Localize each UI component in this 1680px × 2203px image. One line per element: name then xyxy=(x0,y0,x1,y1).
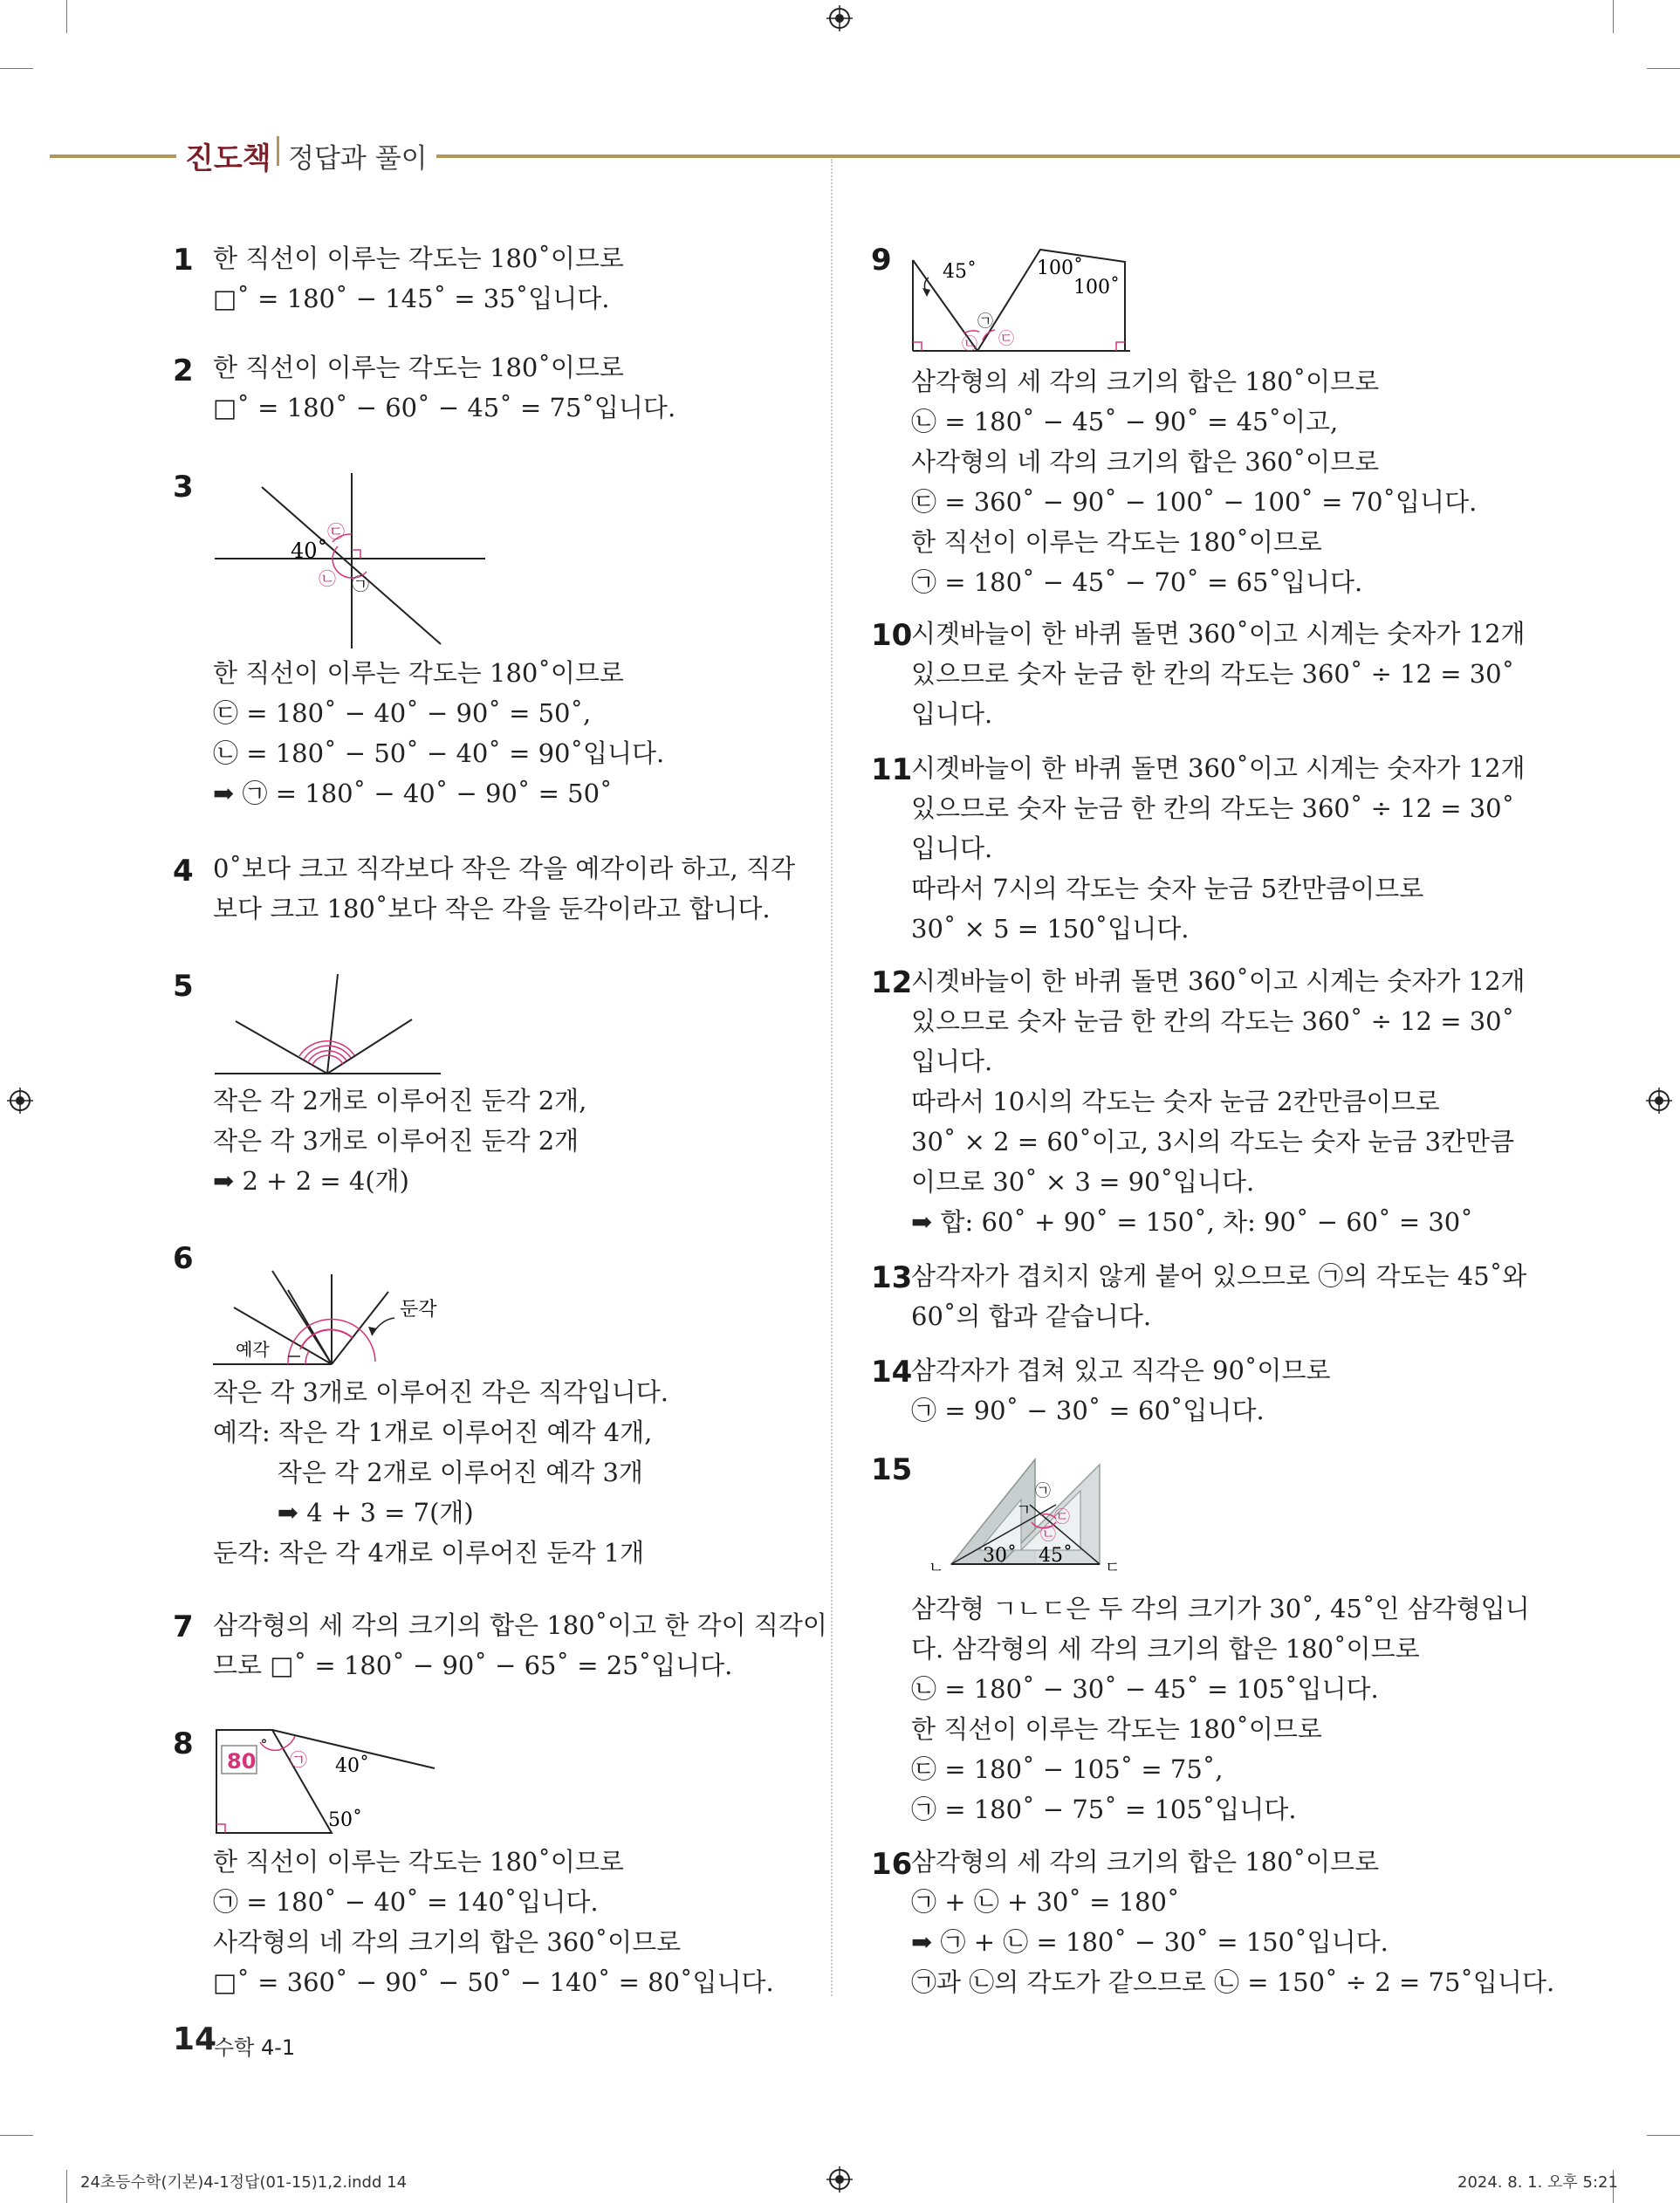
problem-number: 7 xyxy=(173,1609,194,1644)
crop-line xyxy=(1647,2135,1680,2136)
page-number: 14 xyxy=(173,2021,217,2057)
marker-a: ㉠ xyxy=(352,573,369,594)
marker-c: ㉢ xyxy=(327,521,345,542)
problem-number: 8 xyxy=(173,1726,194,1761)
acute-label: 예각 xyxy=(236,1339,270,1360)
problem-number: 12 xyxy=(871,965,913,1000)
answer-text: 한 직선이 이루는 각도는 180˚이므로 □˚ = 180˚ − 145˚ = 35˚입니다. xyxy=(213,244,624,313)
answer-text: 삼각자가 겹치지 않게 붙어 있으므로 ㉠의 각도는 45˚와 60˚의 합과 같습니다. xyxy=(911,1261,1527,1331)
figure-6-acute-obtuse xyxy=(209,1239,471,1370)
vertex-d: ㄷ xyxy=(1105,1559,1121,1575)
answer-text: 작은 각 2개로 이루어진 둔각 2개, 작은 각 3개로 이루어진 둔각 2개 ➡ 2 + 2 = 4(개) xyxy=(213,1086,587,1196)
registration-mark-icon xyxy=(826,5,853,31)
problem-number: 15 xyxy=(871,1452,913,1487)
marker-b: ㉡ xyxy=(962,335,977,353)
angle-40: 40˚ xyxy=(335,1755,369,1777)
problem-number: 9 xyxy=(871,243,892,278)
marker-a: ㉠ xyxy=(1035,1482,1051,1500)
answer-text: 시곗바늘이 한 바퀴 돌면 360˚이고 시계는 숫자가 12개 있으므로 숫자 눈금 한 칸의 각도는 360˚ ÷ 12 = 30˚ 입니다. xyxy=(911,619,1526,729)
figure-15-set-squares xyxy=(925,1452,1126,1575)
answer-text: 삼각자가 겹쳐 있고 직각은 90˚이므로 ㉠ = 90˚ − 30˚ = 60˚입니다. xyxy=(911,1355,1331,1425)
crop-line xyxy=(66,0,67,33)
registration-mark-icon xyxy=(7,1088,33,1114)
answer-text: 시곗바늘이 한 바퀴 돌면 360˚이고 시계는 숫자가 12개 있으므로 숫자 눈금 한 칸의 각도는 360˚ ÷ 12 = 30˚ 입니다. 따라서 7시의 각도는 숫자 눈금 5칸만큼이므로 30˚ × 5 = 150˚입니다. xyxy=(911,753,1526,944)
vertex-g: ㄱ xyxy=(1016,1501,1032,1520)
angle-45: 45˚ xyxy=(1039,1545,1073,1567)
figure-5-fan-angles xyxy=(209,969,454,1078)
column-divider xyxy=(831,159,833,1996)
angle-100-a: 100˚ xyxy=(1037,257,1083,279)
answer-text: 0˚보다 크고 직각보다 작은 각을 예각이라 하고, 직각 보다 크고 180˚보다 작은 각을 둔각이라고 합니다. xyxy=(213,854,795,923)
problem-number: 6 xyxy=(173,1241,194,1276)
figure-9-triangle-quad xyxy=(908,243,1135,356)
answer-text: 작은 각 3개로 이루어진 각은 직각입니다. 예각: 작은 각 1개로 이루어진 예각 4개, 작은 각 2개로 이루어진 예각 3개 ➡ 4 + 3 = 7(개) 둔각: 작은 각 4개로 이루어진 둔각 1개 xyxy=(213,1377,669,1568)
answer-80: 80 xyxy=(227,1749,257,1774)
header-subtitle: 정답과 풀이 xyxy=(288,143,428,175)
header-rule-right xyxy=(436,154,1680,158)
marker-a: ㉠ xyxy=(290,1749,307,1770)
marker-c: ㉢ xyxy=(1054,1508,1070,1527)
angle-label: 40˚ xyxy=(291,539,328,563)
angle-30: 30˚ xyxy=(983,1545,1017,1567)
registration-mark-icon xyxy=(1646,1088,1672,1114)
crop-line xyxy=(0,68,33,69)
answer-text: 한 직선이 이루는 각도는 180˚이므로 □˚ = 180˚ − 60˚ − 45˚ = 75˚입니다. xyxy=(213,353,676,422)
crop-line xyxy=(66,2170,67,2203)
problem-number: 5 xyxy=(173,969,194,1004)
problem-number: 10 xyxy=(871,618,913,653)
angle-45: 45˚ xyxy=(943,261,977,283)
problem-number: 4 xyxy=(173,854,194,889)
marker-a: ㉠ xyxy=(977,312,993,331)
obtuse-label: 둔각 xyxy=(400,1299,437,1321)
header-rule-left xyxy=(50,154,176,158)
degree-mark: ˚ xyxy=(260,1739,268,1757)
registration-mark-icon xyxy=(826,2166,853,2193)
problem-number: 2 xyxy=(173,353,194,388)
angle-100-b: 100˚ xyxy=(1073,277,1120,299)
crop-line xyxy=(1613,0,1614,33)
figure-8-quadrilateral xyxy=(209,1726,445,1838)
problem-number: 1 xyxy=(173,243,194,278)
problem-number: 14 xyxy=(871,1355,913,1390)
answer-text: 삼각형 ㄱㄴㄷ은 두 각의 크기가 30˚, 45˚인 삼각형입니 다. 삼각형의 세 각의 크기의 합은 180˚이므로 ㉡ = 180˚ − 30˚ − 45˚ = 105˚입니다. 한 직선이 이루는 각도는 180˚이므로 ㉢ = 180˚ − 105˚ = 75˚, ㉠ = 180˚ − 75˚ = 105˚입니다. xyxy=(911,1594,1530,1824)
problem-number: 13 xyxy=(871,1260,913,1295)
problem-number: 3 xyxy=(173,470,194,504)
problem-number: 11 xyxy=(871,752,913,787)
marker-b: ㉡ xyxy=(1040,1526,1056,1544)
slug-left: 24초등수학(기본)4-1정답(01-15)1,2.indd 14 xyxy=(80,2173,408,2192)
slug-right: 2024. 8. 1. 오후 5:21 xyxy=(1457,2173,1618,2192)
header-title: 진도책 xyxy=(185,141,271,176)
marker-b: ㉡ xyxy=(319,568,336,589)
marker-c: ㉢ xyxy=(998,330,1014,348)
crop-line xyxy=(0,2135,33,2136)
answer-text: 삼각형의 세 각의 크기의 합은 180˚이므로 ㉡ = 180˚ − 45˚ − 90˚ = 45˚이고, 사각형의 네 각의 크기의 합은 360˚이므로 ㉢ = 360˚ − 90˚ − 100˚ − 100˚ = 70˚입니다. 한 직선이 이루는 각도는 180˚이므로 ㉠ = 180˚ − 45˚ − 70˚ = 65˚입니다. xyxy=(911,367,1478,597)
header-separator xyxy=(277,136,279,166)
problem-number: 16 xyxy=(871,1847,913,1882)
angle-50: 50˚ xyxy=(328,1809,362,1831)
vertex-n: ㄴ xyxy=(929,1559,944,1575)
answer-text: 삼각형의 세 각의 크기의 합은 180˚이고 한 각이 직각이 므로 □˚ = 180˚ − 90˚ − 65˚ = 25˚입니다. xyxy=(213,1610,827,1680)
answer-text: 시곗바늘이 한 바퀴 돌면 360˚이고 시계는 숫자가 12개 있으므로 숫자 눈금 한 칸의 각도는 360˚ ÷ 12 = 30˚ 입니다. 따라서 10시의 각도는 숫자 눈금 2칸만큼이므로 30˚ × 2 = 60˚이고, 3시의 각도는 숫자 눈금 3칸만큼 이므로 30˚ × 3 = 90˚입니다. ➡ 합: 60˚ + 90˚ = 150˚, 차: 90˚ − 60˚ = 30˚ xyxy=(911,966,1526,1237)
subject-label: 수학 4-1 xyxy=(214,2035,296,2060)
figure-3-intersecting-lines xyxy=(209,470,497,653)
answer-text: 한 직선이 이루는 각도는 180˚이므로 ㉢ = 180˚ − 40˚ − 90˚ = 50˚, ㉡ = 180˚ − 50˚ − 40˚ = 90˚입니다. ➡ ㉠ = 180˚ − 40˚ − 90˚ = 50˚ xyxy=(213,658,665,808)
answer-text: 삼각형의 세 각의 크기의 합은 180˚이므로 ㉠ + ㉡ + 30˚ = 180˚ ➡ ㉠ + ㉡ = 180˚ − 30˚ = 150˚입니다. ㉠과 ㉡의 각도가 같으므로 ㉡ = 150˚ ÷ 2 = 75˚입니다. xyxy=(911,1847,1555,1997)
crop-line xyxy=(1647,68,1680,69)
answer-text: 한 직선이 이루는 각도는 180˚이므로 ㉠ = 180˚ − 40˚ = 140˚입니다. 사각형의 네 각의 크기의 합은 360˚이므로 □˚ = 360˚ − 90˚ − 50˚ − 140˚ = 80˚입니다. xyxy=(213,1847,774,1997)
